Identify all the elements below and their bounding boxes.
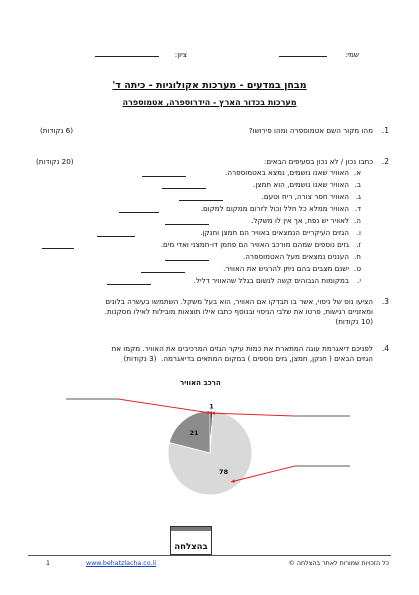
question-3-line-1: הציעו נוס של ניסוי, אשר בו תבדקו אם האוויר, הוא בעל משקל. השתמשו בעשרה בלונים xyxy=(105,297,373,306)
q2-item-h: ח.העננים נמצאים מעל האטמוספרה. xyxy=(242,252,361,261)
q2-item-c: ג.האוויר חסר צורה, ריח וטעם. xyxy=(261,192,361,201)
footer-url[interactable]: www.behatzlacha.co.il xyxy=(86,560,156,567)
pie-chart-title: הרכב האוויר xyxy=(180,379,221,387)
q2-item-d: ד.האוויר ממלא כל חלל וכול לזרום ממקום למקום. xyxy=(200,204,361,213)
footer-divider xyxy=(28,555,391,556)
q2-answer-line-f[interactable] xyxy=(97,236,135,237)
question-4-number: 4. xyxy=(381,344,389,353)
question-1-points: (6 נקודות) xyxy=(40,126,74,135)
question-2-text: כתבו נכון / לא נכון בסעיפים הבאים: xyxy=(263,157,373,166)
pie-label-78: 78 xyxy=(219,468,229,477)
question-3-number: 3. xyxy=(381,297,389,306)
q2-answer-line-d[interactable] xyxy=(119,212,159,213)
q2-item-j: י.במקומות הגבוהים קשה לנשום בגלל שהאוויר דליל. xyxy=(193,276,361,285)
name-field[interactable] xyxy=(279,56,327,57)
question-3-points: (10 נקודות) xyxy=(335,317,373,326)
logo-accent xyxy=(171,527,211,531)
logo-text: בהצלחה xyxy=(174,542,208,552)
q2-answer-line-e[interactable] xyxy=(165,224,209,225)
footer-copyright: כל הזכויות שמורות לאתר בהצלחה © xyxy=(288,560,389,567)
q2-item-e: ה.לאוויר יש נפח, אך אין לו משקל. xyxy=(251,216,361,225)
q2-answer-line-b[interactable] xyxy=(162,188,206,189)
question-1-number: 1. xyxy=(381,126,389,135)
grade-label: ציון: xyxy=(174,50,187,59)
question-1-text: מהו מקור השם אטמוספרה ומהו פירושו? xyxy=(248,126,373,135)
pie-label-1: 1 xyxy=(209,402,214,411)
q2-item-i: ט.ישנם מצבים בהם ניתן להרגיש את האוויר. xyxy=(223,264,361,273)
q2-answer-line-c[interactable] xyxy=(179,200,223,201)
question-2-points: (20 נקודות) xyxy=(36,157,74,166)
logo xyxy=(170,526,212,555)
q2-item-a: א.האוויר שאנו נושמים, נמצא באטמוספרה. xyxy=(225,168,361,177)
exam-title: מבחן במדעים - מערכות אקולוגיות - כיתה ד' xyxy=(112,80,307,91)
q2-answer-line-i[interactable] xyxy=(141,272,185,273)
arrow-answer-line-left-top xyxy=(118,399,211,413)
q2-item-f: ו.הגזים העיקריים הנמצאים באוויר הם חמצן וחנקן. xyxy=(200,228,361,237)
pie-label-21: 21 xyxy=(189,428,199,437)
question-4-line-1: לפניכם דיאגרמת עוגה המתארת את כמות עיקר הגזים המרכיבים את האוויר. מקמו את xyxy=(111,344,373,353)
q2-answer-line-g[interactable] xyxy=(42,248,74,249)
q2-answer-line-j[interactable] xyxy=(107,284,151,285)
grade-field[interactable] xyxy=(95,56,159,57)
question-2-number: 2. xyxy=(381,157,389,166)
page-number: 1 xyxy=(46,560,51,567)
q2-item-b: ב.האוויר שאנו נושמים, הוא חמצן. xyxy=(253,180,361,189)
question-3-line-2: ומאזניים רגישות, פרטו את שלבי הניסוי ובנוסף כתבו אילו תוצאות מובילות לאילו מסקנות. xyxy=(104,307,373,316)
q2-answer-line-a[interactable] xyxy=(142,176,186,177)
name-label: שמי: xyxy=(344,50,359,59)
q2-item-g: ז.גזים נוספים שמהם מורכב האוויר הם פחמן דו-חמצני ואדי מים. xyxy=(160,240,361,249)
question-4-line-2: הגזים הבאים ( חנקן, חמצן, גזים נוספים ) במקום המתאים בדיאגרמה. (3 נקודות) xyxy=(123,354,373,363)
q2-answer-line-h[interactable] xyxy=(165,260,209,261)
section-title: מערכות בכדור הארץ - הידרוספרה, אטמוספרה xyxy=(122,98,297,107)
